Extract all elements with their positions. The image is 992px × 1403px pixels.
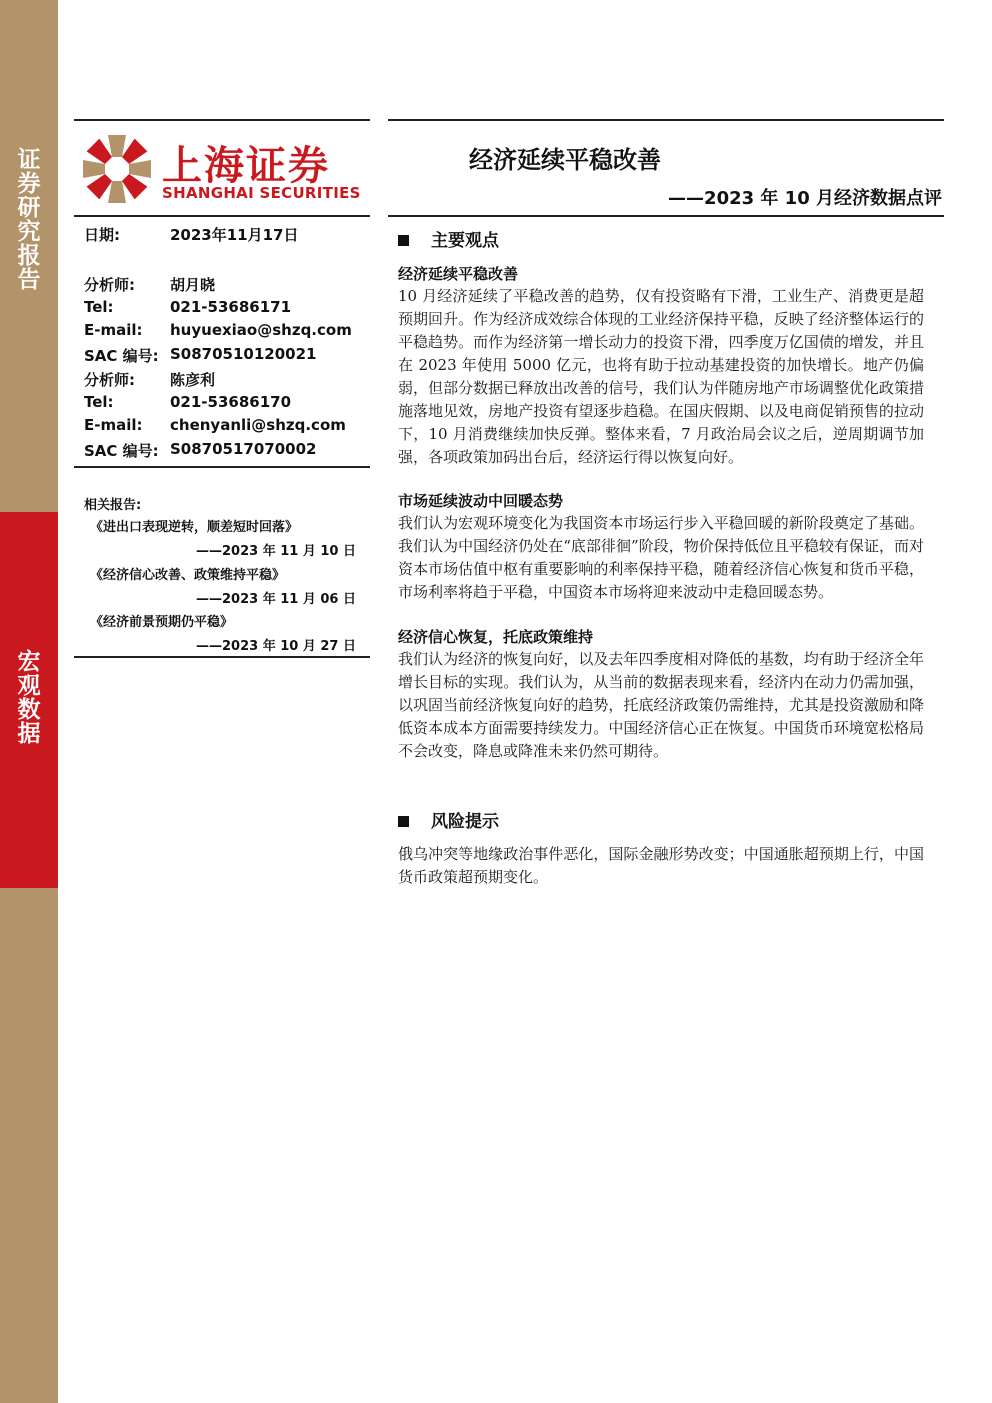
right-header-bottom-rule bbox=[388, 215, 944, 217]
related-report-date: ——2023 年 11 月 06 日 bbox=[196, 592, 356, 607]
risk-paragraph: 俄乌冲突等地缘政治事件恶化，国际金融形势改变；中国通胀超预期上行，中国货币政策超预期变化。 bbox=[398, 845, 924, 886]
related-report-date: ——2023 年 10 月 27 日 bbox=[196, 639, 356, 654]
section-heading: 经济延续平稳改善 bbox=[398, 265, 519, 283]
main-points-heading-text: 主要观点 bbox=[431, 231, 499, 251]
related-divider bbox=[74, 656, 370, 658]
section-paragraph: 我们认为宏观环境变化为我国资本市场运行步入平稳回暖的新阶段奠定了基础。我们认为中国经济仍处在“底部徘徊”阶段，物价保持低位且平稳较有保证，而对资本市场估值中枢有重要影响的利率保持平稳，随着经济信心恢复和货币平稳，市场利率将趋于平稳，中国资本市场将迎来波动中走稳回暖态势。 bbox=[398, 514, 924, 601]
logo-name-en: SHANGHAI SECURITIES bbox=[162, 184, 361, 202]
section-paragraph: 10 月经济延续了平稳改善的趋势，仅有投资略有下滑，工业生产、消费更是超预期回升。作为经济成效综合体现的工业经济保持平稳，反映了经济整体运行的平稳趋势。而作为经济第一增长动力的投资下滑，四季度万亿国债的增发，并且在 2023 年使用 5000 亿元，也将有助于拉动基建投资的加快增长。地产仍偏弱，但部分数据已释放出改善的信号，我们认为伴随房地产市场调整优化政策措施落地见效，房地产投资有望逐步趋稳。在国庆假期、以及电商促销预售的拉动下，10 月消费继续加快反弹。整体来看，7 月政治局会议之后，逆周期调节加强，各项政策加码出台后，经济运行得以恢复向好。 bbox=[398, 287, 924, 466]
related-report-date: ——2023 年 11 月 10 日 bbox=[196, 544, 356, 559]
analyst-label: 分析师: bbox=[84, 276, 135, 294]
sac-value: S0870517070002 bbox=[170, 440, 317, 458]
email-label: E-mail: bbox=[84, 416, 143, 434]
square-bullet-icon bbox=[398, 235, 409, 246]
related-report-title[interactable]: 《进出口表现逆转，顺差短时回落》 bbox=[90, 520, 299, 535]
report-subtitle: ——2023 年 10 月经济数据点评 bbox=[668, 188, 942, 209]
date-value: 2023年11月17日 bbox=[170, 226, 299, 244]
left-header-rule bbox=[74, 119, 370, 121]
section-heading: 市场延续波动中回暖态势 bbox=[398, 492, 564, 510]
tel-value: 021-53686170 bbox=[170, 393, 292, 411]
sidebar-label-research-report: 证 券 研 究 报 告 bbox=[17, 147, 41, 293]
email-link[interactable]: huyuexiao@shzq.com bbox=[170, 321, 352, 339]
report-title: 经济延续平稳改善 bbox=[469, 146, 661, 174]
section-heading: 经济信心恢复，托底政策维持 bbox=[398, 628, 594, 646]
section-paragraph: 我们认为经济的恢复向好，以及去年四季度相对降低的基数，均有助于经济全年增长目标的实现。我们认为，从当前的数据表现来看，经济内在动力仍需加强，以巩固当前经济恢复向好的趋势，托底经济政策仍需维持，尤其是投资激励和降低资本成本方面需要持续发力。中国经济信心正在恢复。中国货币环境宽松格局不会改变，降息或降准未来仍然可期待。 bbox=[398, 650, 924, 760]
square-bullet-icon bbox=[398, 816, 409, 827]
related-report-title[interactable]: 《经济前景预期仍平稳》 bbox=[90, 615, 234, 630]
analyst-name: 胡月晓 bbox=[170, 276, 216, 294]
sidebar bbox=[0, 0, 58, 1403]
sac-label: SAC 编号: bbox=[84, 347, 159, 365]
info-divider bbox=[74, 466, 370, 468]
related-reports-heading: 相关报告: bbox=[84, 498, 142, 513]
tel-label: Tel: bbox=[84, 393, 114, 411]
date-label: 日期: bbox=[84, 226, 120, 244]
right-header-rule bbox=[388, 119, 944, 121]
logo-emblem-icon bbox=[80, 132, 154, 206]
email-link[interactable]: chenyanli@shzq.com bbox=[170, 416, 346, 434]
tel-label: Tel: bbox=[84, 298, 114, 316]
left-header-bottom-rule bbox=[74, 215, 370, 217]
company-logo bbox=[80, 130, 361, 210]
email-label: E-mail: bbox=[84, 321, 143, 339]
risk-heading bbox=[398, 807, 499, 832]
risk-heading-text: 风险提示 bbox=[431, 812, 499, 832]
tel-value: 021-53686171 bbox=[170, 298, 292, 316]
analyst-label: 分析师: bbox=[84, 371, 135, 389]
sac-label: SAC 编号: bbox=[84, 442, 159, 460]
sidebar-label-macro-data: 宏 观 数 据 bbox=[17, 649, 41, 747]
main-points-heading bbox=[398, 226, 499, 251]
logo-name-cn: 上海证券 bbox=[162, 143, 330, 189]
sac-value: S0870510120021 bbox=[170, 345, 317, 363]
analyst-name: 陈彦利 bbox=[170, 371, 216, 389]
related-report-title[interactable]: 《经济信心改善、政策维持平稳》 bbox=[90, 568, 286, 583]
